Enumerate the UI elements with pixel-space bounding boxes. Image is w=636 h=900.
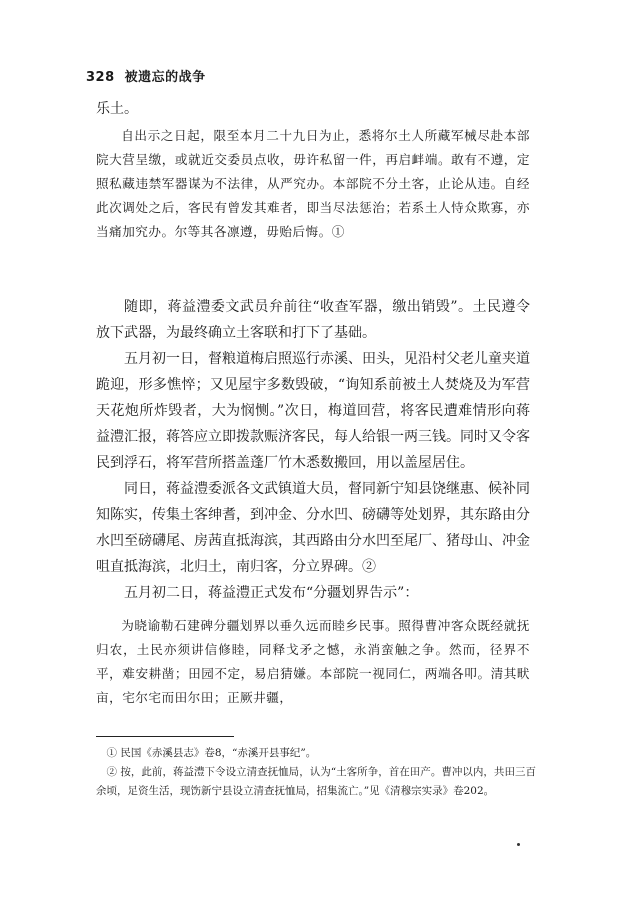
running-header [86,66,206,85]
continued-text [96,96,530,122]
book-title: 被遗忘的战争 [124,70,206,85]
block-quote-boundary-notice [96,614,530,710]
quote-paragraph: 自出示之日起，限至本月二十九日为止，悉将尔土人所藏军械尽赴本部院大营呈缴，或就近交委员点收，毋许私留一件，再启衅端。敢有不遵，定照私藏违禁军器谋为不法律，从严究办。本部院不分土客，止论从违。自经此次调处之后，客民有曾发其难者，即当尽法惩治；若系土人恃众欺寡，亦当痛加究办。尔等其各凛遵，毋贻后悔。① [96,128,530,239]
main-text [96,294,530,606]
paragraph: 同日，蒋益澧委派各文武镇道大员，督同新宁知县饶继惠、候补同知陈实，传集土客绅耆，到冲金、分水凹、磅礴等处划界，其东路由分水凹至磅礴尾、房茜直抵海滨，其西路由分水凹至尾厂、猪母山、冲金咀直抵海滨，北归土，南归客，分立界碑。② [96,481,530,575]
quote-paragraph: 为晓谕勒石建碑分疆划界以垂久远而睦乡民事。照得曹冲客众既经就抚归农，土民亦须讲信修睦，同释戈矛之憾，永消蛮触之争。然而，径界不平，难安耕凿；田园不定，易启猜嫌。本部院一视同仁，两端各叩。清其畎亩，宅尔宅而田尔田；正厥井疆， [96,618,530,705]
paragraph: 五月初二日，蒋益澧正式发布“分疆划界告示”： [124,585,419,601]
page-number: 328 [86,70,115,85]
footnote: ① 民国《赤溪县志》卷8，“赤溪开县事纪”。 [106,747,317,759]
scan-speck [517,843,520,846]
paragraph: 五月初一日，督粮道梅启照巡行赤溪、田头，见沿村父老儿童夹道跪迎，形多憔悴；又见屋宇多数毁破，“询知系前被土人焚烧及为军营天花炮所炸毁者，大为悯恻。”次日，梅道回营，将客民遭难情形向蒋益澧汇报，蒋答应立即拨款赈济客民，每人给银一两三钱。同时又令客民到浮石，将军营所搭盖蓬厂竹木悉数搬回，用以盖屋居住。 [96,351,530,471]
paragraph: 随即，蒋益澧委文武员弁前往“收查军器，缴出销毁”。土民遵令放下武器，为最终确立土客联和打下了基础。 [96,299,530,341]
paragraph-continuation: 乐土。 [96,101,138,117]
block-quote-proclamation [96,124,530,244]
footnotes [96,744,536,801]
footnote-divider [96,736,234,737]
footnote: ② 按，此前，蒋益澧下令设立清查抚恤局，认为“土客所争，首在田产。曹冲以内，共田三百余顷，足资生活，现饬新宁县设立清查抚恤局，招集流亡。”见《清穆宗实录》卷202。 [96,766,536,797]
